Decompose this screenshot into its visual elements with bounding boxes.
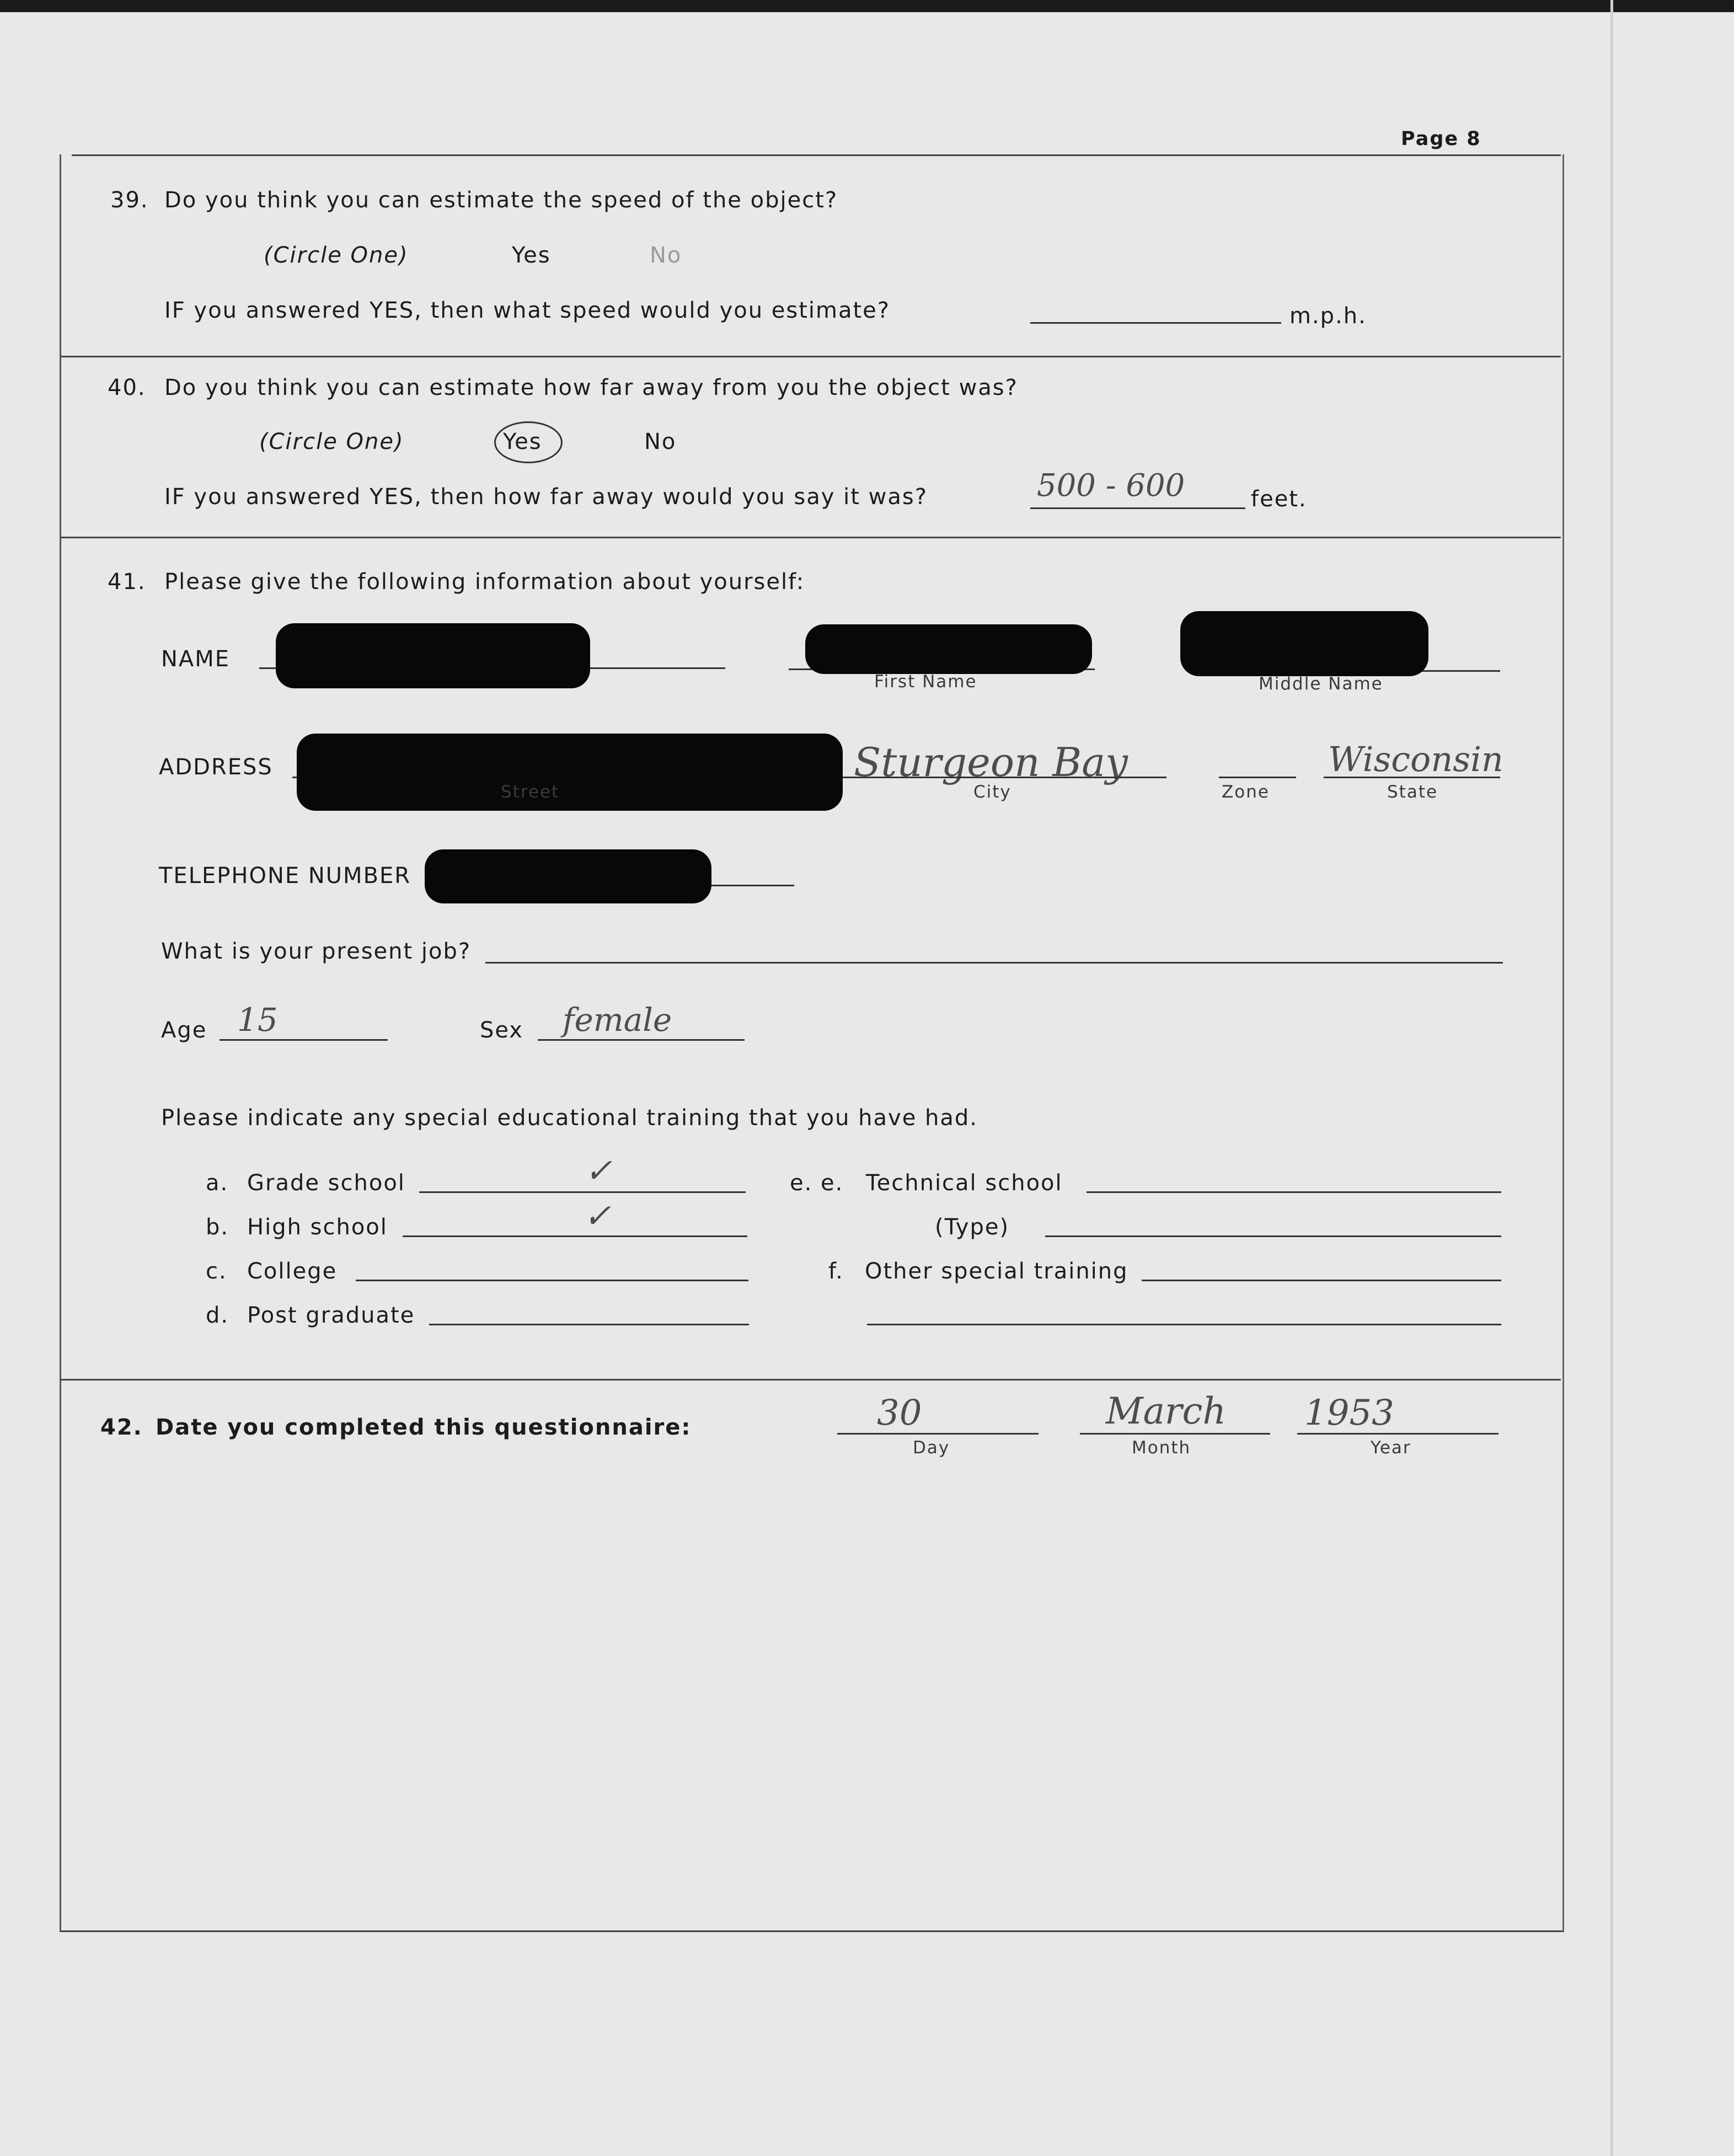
age-label: Age — [161, 1018, 207, 1043]
state-caption: State — [1387, 782, 1438, 802]
first-name-caption: First Name — [874, 672, 977, 692]
training-a-label: Grade school — [247, 1170, 405, 1196]
q39-yes[interactable]: Yes — [512, 243, 551, 268]
form-sheet — [60, 154, 1564, 1932]
training-f-line — [1142, 1280, 1501, 1281]
q42-number: 42. — [100, 1415, 143, 1440]
state-value[interactable]: Wisconsin — [1328, 739, 1503, 779]
q40-distance-answer[interactable]: 500 - 600 — [1037, 468, 1185, 504]
page-label: Page 8 — [1401, 128, 1481, 150]
year-caption: Year — [1371, 1438, 1411, 1458]
q39-speed-line — [1030, 322, 1281, 324]
sex-label: Sex — [480, 1018, 523, 1043]
q40-distance-line — [1030, 507, 1245, 509]
year-value[interactable]: 1953 — [1304, 1393, 1394, 1433]
q39-circle-one: (Circle One) — [264, 243, 409, 268]
scan-right-edge — [1610, 0, 1613, 2156]
training-type-label: (Type) — [935, 1215, 1010, 1240]
q40-yes[interactable]: Yes — [503, 429, 542, 454]
training-f-line-2 — [867, 1324, 1501, 1325]
training-c-line — [356, 1280, 748, 1281]
city-caption: City — [973, 782, 1012, 802]
job-label: What is your present job? — [161, 939, 472, 964]
scan-top-border — [0, 0, 1734, 12]
training-a-mark[interactable]: ✓ — [585, 1152, 613, 1190]
redacted-first-name — [805, 624, 1092, 674]
section-divider-39-40 — [61, 356, 1561, 357]
training-b-line — [403, 1235, 747, 1237]
q40-circle-one: (Circle One) — [259, 429, 404, 454]
training-f-letter: f. — [828, 1259, 844, 1284]
q41-number: 41. — [108, 569, 146, 595]
month-line — [1080, 1433, 1270, 1435]
q40-followup: IF you answered YES, then how far away would you say it was? — [164, 484, 928, 510]
month-caption: Month — [1132, 1438, 1191, 1458]
training-d-letter: d. — [206, 1303, 229, 1328]
year-line — [1297, 1433, 1498, 1435]
age-line — [220, 1039, 388, 1041]
q40-number: 40. — [108, 375, 146, 400]
redacted-street — [297, 734, 843, 811]
q40-no[interactable]: No — [644, 429, 677, 454]
training-d-line — [429, 1324, 749, 1325]
day-line — [837, 1433, 1039, 1435]
training-e-label: Technical school — [866, 1170, 1063, 1196]
q39-followup: IF you answered YES, then what speed would you estimate? — [164, 298, 891, 323]
q39-question: Do you think you can estimate the speed of the object? — [164, 188, 838, 213]
training-b-mark[interactable]: ✓ — [584, 1197, 612, 1235]
training-type-line — [1045, 1235, 1501, 1237]
redacted-middle-name — [1180, 611, 1428, 676]
state-line — [1324, 777, 1500, 778]
training-e-letter: e. e. — [790, 1170, 844, 1196]
q40-unit: feet. — [1251, 486, 1307, 512]
training-b-label: High school — [247, 1215, 388, 1240]
day-value[interactable]: 30 — [877, 1393, 922, 1433]
training-b-letter: b. — [206, 1215, 229, 1240]
job-line — [485, 962, 1503, 964]
telephone-label: TELEPHONE NUMBER — [159, 863, 411, 889]
q39-no[interactable]: No — [650, 243, 682, 268]
training-prompt: Please indicate any special educational training that you have had. — [161, 1105, 978, 1131]
sex-line — [538, 1039, 745, 1041]
sex-value[interactable]: female — [563, 1001, 672, 1039]
training-e-line — [1087, 1191, 1501, 1193]
training-f-label: Other special training — [865, 1259, 1128, 1284]
training-c-letter: c. — [206, 1259, 227, 1284]
q39-unit: m.p.h. — [1289, 303, 1367, 329]
zone-caption: Zone — [1222, 782, 1270, 802]
name-label: NAME — [161, 646, 231, 672]
day-caption: Day — [913, 1438, 950, 1458]
middle-name-caption: Middle Name — [1259, 674, 1383, 694]
zone-line — [1219, 777, 1296, 778]
section-divider-top — [72, 154, 1561, 156]
age-value[interactable]: 15 — [237, 1001, 278, 1039]
q40-question: Do you think you can estimate how far away from you the object was? — [164, 375, 1018, 400]
month-value[interactable]: March — [1106, 1390, 1226, 1432]
q41-prompt: Please give the following information about yourself: — [164, 569, 805, 595]
street-caption: Street — [501, 782, 560, 802]
training-a-letter: a. — [206, 1170, 229, 1196]
q39-number: 39. — [110, 188, 149, 213]
city-line — [852, 777, 1166, 778]
section-divider-40-41 — [61, 537, 1561, 538]
training-c-label: College — [247, 1259, 338, 1284]
city-value[interactable]: Sturgeon Bay — [854, 739, 1128, 785]
redacted-last-name — [276, 623, 590, 688]
training-d-label: Post graduate — [247, 1303, 415, 1328]
q42-prompt: Date you completed this questionnaire: — [156, 1415, 692, 1440]
redacted-telephone — [425, 849, 711, 903]
section-divider-41-42 — [61, 1379, 1561, 1381]
training-a-line — [419, 1191, 746, 1193]
address-label: ADDRESS — [159, 755, 273, 780]
